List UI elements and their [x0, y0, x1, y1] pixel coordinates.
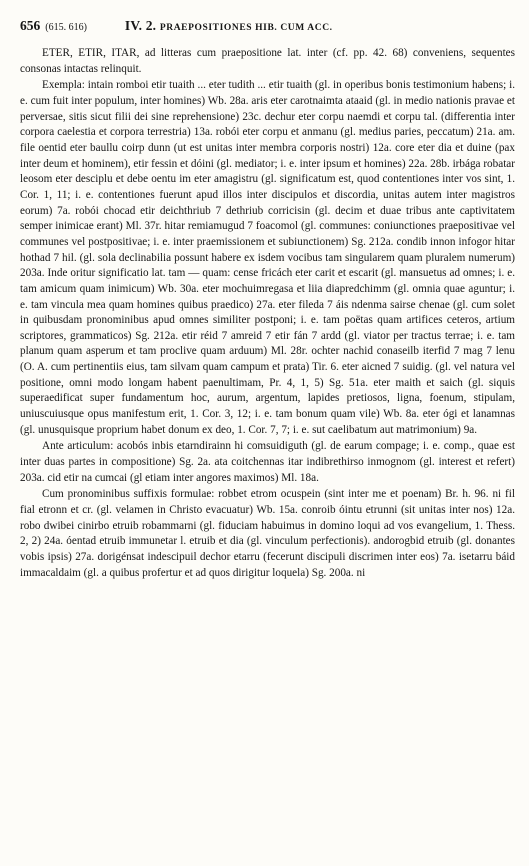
paragraph-ante-articulum: Ante articulum: acobós inbis etarndirainn hi comsuidiguth (gl. de earum compage; i. e. comp., quae est inter duas partes in compositione) Sg. 2a. ata coitchennas itar indibrethirso inmognom (gl. interest et refert) 203a. cid etir na cumcai (gl etiam inter angores maximos) Ml. 18a.	[20, 440, 515, 484]
paragraph-intro: ETER, ETIR, ITAR, ad litteras cum praepositione lat. inter (cf. pp. 42. 68) conveniens, sequentes consonas intactas relinquit.	[20, 47, 515, 75]
section-number: IV. 2.	[124, 18, 157, 33]
page-number: 656	[20, 18, 41, 33]
paragraph-examples: Exempla: intain romboi etir tuaith ... eter tudith ... etir tuaith (gl. in operibus bonis testimonium habens; i. e. cum fuit inter populum, inter homines) Wb. 28a. aris eter carotnaimta ataaid (gl. in medio nationis pravae et perversae, sitis sicut filii dei sine reprehensione) 23c. dechur eter corpu naemdi et corpu tal. (differentia inter corpora caelestia et corpora terrestria) 13a. robói eter corpu et anmanu (gl. medius paries, peccatum) 21a. am. file oentid eter baullu coirp dunn (ut est unitas inter membra corporis nostri) 12a. core eter dia et duine (pax inter deum et hominem), etir fessin et dóini (gl. mediator; i. e. inter ipsum et homines) 22a. 28b. irbága robatar leosom eter desciplu et debe oentu im eter amagistru (gl. significatum est, quod contentiones inter vos sint, 1. Cor. 1, 11; i. e. contentiones fuerunt apud illos inter discipulos et discordia, unitas autem inter magistros eorum) 7a. robói chocad etir deichthriub 7 dethriub corricisin (gl. decim et duae tribus ante captivitatem semper inimicae erant) Ml. 37r. hitar remiamugud 7 foacomol (gl. communes: coniunctiones praepositivae vel communes vel postpositivae; i. e. inter praemissionem et subiunctionem) Sg. 212a. condib innon infogor hitar hothad 7 hil. (gl. sola declinabilia possunt habere ex isdem vocibus tam singularem quam pluralem numerum) 203a. Inde oritur significatio lat. tam — quam: cense fricách eter carit et escarit (gl. mansuetus ad omnes; i. e. tam amicum quam inimicum) Wb. 30a. eter mochuimregasa et liia diapredchimm (gl. omnia quae aguntur; i. e. tam vincula mea quam homines quibus praedico) 27a. eter fileda 7 áis ndenma sairse chenae (gl. cum solet in quibusdam pronominibus apud omnes similiter postponi; i. e. tam poëtas quam artifices ceteros, artium scriptores, grammaticos) Sg. 212a. etir réid 7 amreid 7 etir fán 7 ardd (gl. viator per tractus terrae; i. e. tam planum quam asperum et tam proclive quam arduum) Ml. 28r. ochter nachid conaseilb iterfid 7 mag 7 lenu (O. A. cum pertinentiis eius, tam silvam quam campum et prata) Tir. 6. eter aicned 7 suidig. (gl. vel natura vel positione, omni modo longam habent paenultimam, Pr. 4, 1, 5) Sg. 51a. eter maith et saich (gl. siquis superaedificat super fundamentum hoc, aurum, argentum, lapides pretiosos, ligna, foenum, stipulam, uniuscuiusque opus manifestum erit, 1. Cor. 3, 12; i. e. tam bonum quam vile) Wb. 8a. eter ógi et lanamnas (gl. unusquisque proprium habet donum ex deo, 1. Cor. 7, 7; i. e. sut caelibatum aut matrimonium) 9a.	[20, 79, 515, 436]
section-title: PRAEPOSITIONES HIB. CUM ACC.	[159, 23, 333, 33]
running-header	[20, 18, 515, 40]
paragraph-pronominibus: Cum pronominibus suffixis formulae: robbet etrom ocuspein (sint inter me et poenam) Br. h. 96. ni fil fial etronn et cr. (gl. velamen in Christo evacuatur) Wb. 15a. conroib óintu etrunni (sit unitas inter nos) 12a. robo dwibei cinirbo etruib robammarni (gl. fiduciam habuimus in domino loqui ad vos evangelium, 1. Thess. 2, 2) 24a. óentad etruib immunetar l. etruib et dia (gl. vinculum perfectionis). andorogbid etruib (gl. donantes vobis ipsis) 27a. dorigénsat indescipuil dechor etarru (fecerunt discipuli discrimen inter eos) 7a. isetarru báid immacaldaim (gl. a quibus profertur et ad quos dirigitur loquela) Sg. 200a. ni	[20, 488, 515, 579]
section-heading	[125, 18, 333, 36]
page-reference: (615. 616)	[45, 22, 87, 33]
